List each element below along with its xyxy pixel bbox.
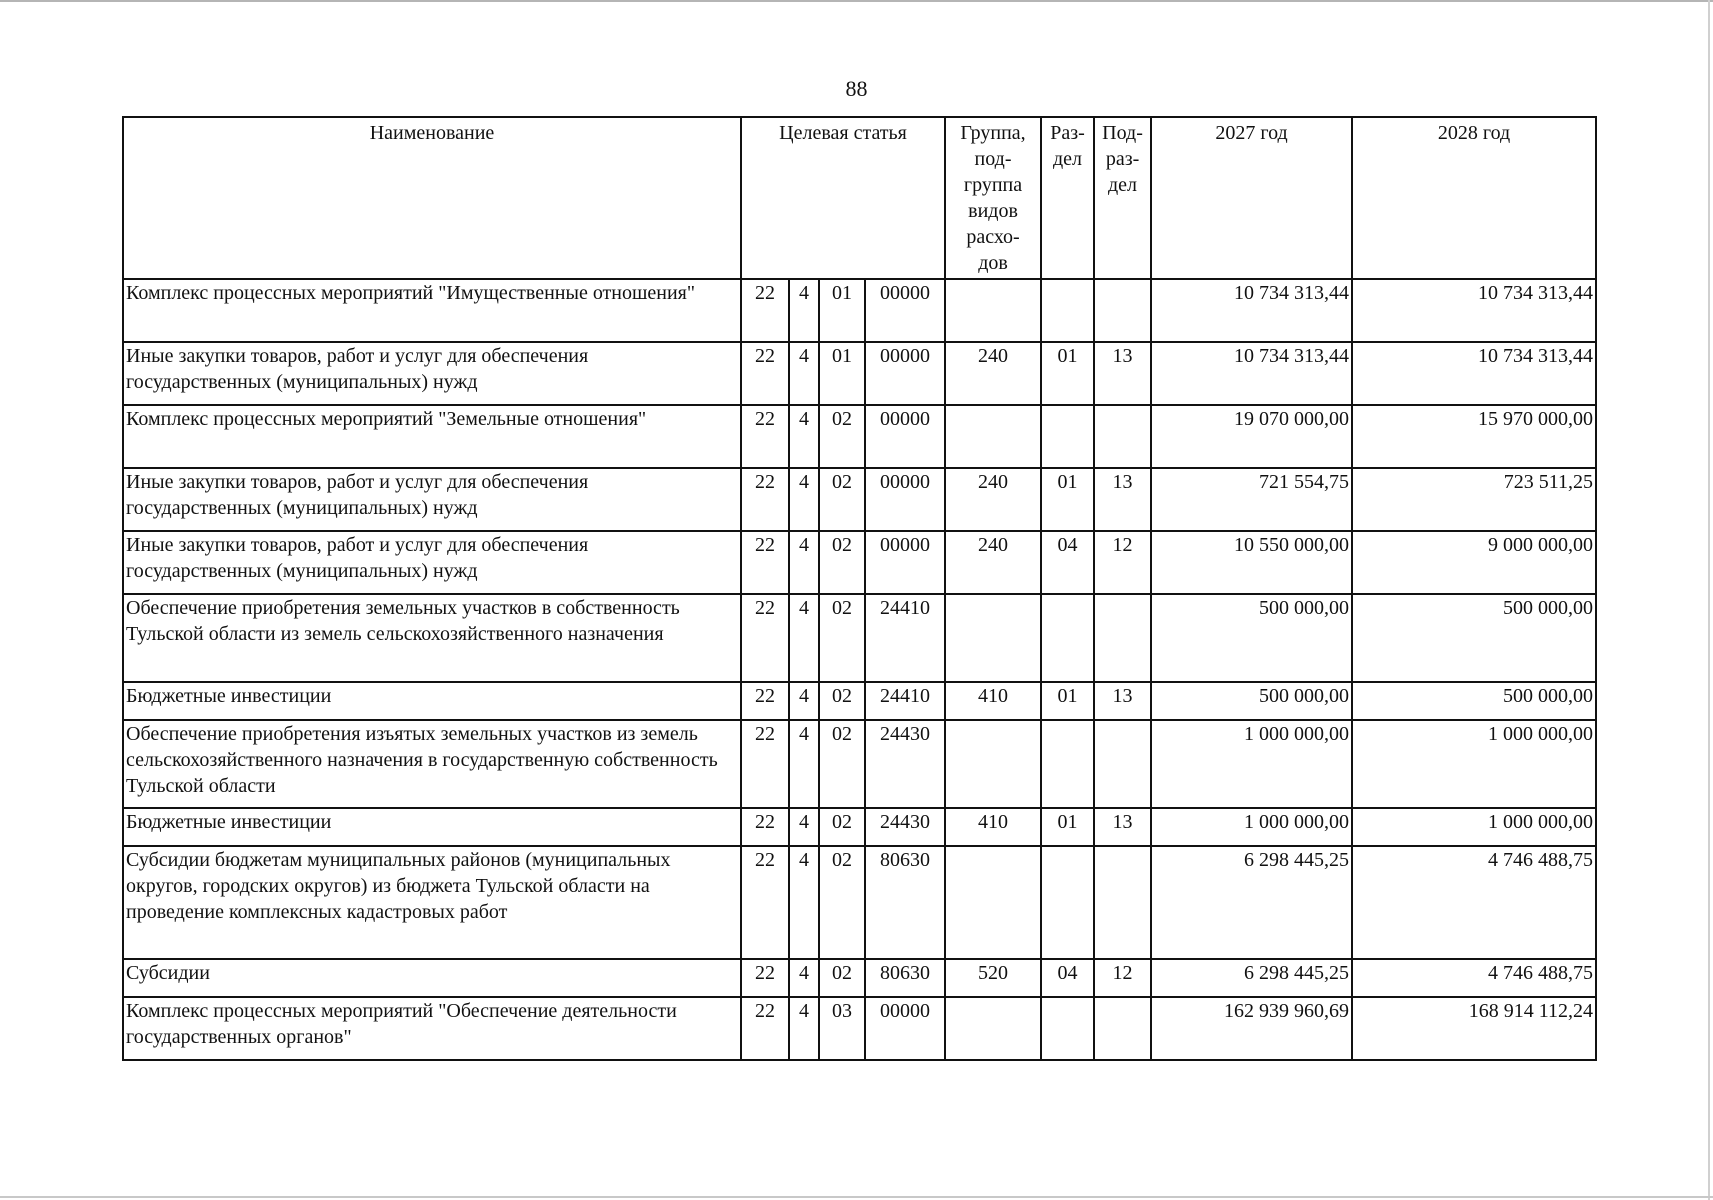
amount-2027: 19 070 000,00 (1151, 405, 1352, 468)
target-element: 02 (819, 720, 865, 808)
target-element: 02 (819, 594, 865, 682)
target-element: 01 (819, 342, 865, 405)
amount-2028: 9 000 000,00 (1352, 531, 1596, 594)
target-program: 22 (741, 279, 789, 342)
target-program: 22 (741, 468, 789, 531)
header-expense-group: Группа, под- группа видов расхо- дов (945, 117, 1041, 279)
amount-2027: 1 000 000,00 (1151, 720, 1352, 808)
section (1041, 846, 1094, 959)
table-row (123, 342, 1596, 405)
target-direction: 00000 (865, 997, 945, 1060)
subsection: 13 (1094, 342, 1151, 405)
table-row (123, 594, 1596, 682)
target-direction: 24410 (865, 682, 945, 720)
expense-group: 410 (945, 808, 1041, 846)
amount-2028: 10 734 313,44 (1352, 342, 1596, 405)
section (1041, 997, 1094, 1060)
amount-2028: 1 000 000,00 (1352, 808, 1596, 846)
header-target-article: Целевая статья (741, 117, 945, 279)
section (1041, 720, 1094, 808)
subsection (1094, 846, 1151, 959)
row-name: Бюджетные инвестиции (123, 808, 741, 846)
target-element: 01 (819, 279, 865, 342)
target-element: 02 (819, 682, 865, 720)
page-number: 88 (845, 76, 868, 101)
target-type: 4 (789, 468, 819, 531)
table-row (123, 808, 1596, 846)
section: 01 (1041, 342, 1094, 405)
row-name: Комплекс процессных мероприятий "Обеспечение деятельности государственных органов" (123, 997, 741, 1060)
amount-2028: 500 000,00 (1352, 682, 1596, 720)
target-type: 4 (789, 342, 819, 405)
target-direction: 80630 (865, 959, 945, 997)
subsection: 13 (1094, 468, 1151, 531)
table-row (123, 720, 1596, 808)
amount-2027: 10 550 000,00 (1151, 531, 1352, 594)
target-program: 22 (741, 405, 789, 468)
target-direction: 00000 (865, 279, 945, 342)
scan-edge-bottom (0, 1196, 1713, 1198)
target-program: 22 (741, 720, 789, 808)
target-type: 4 (789, 594, 819, 682)
amount-2028: 1 000 000,00 (1352, 720, 1596, 808)
table-row (123, 531, 1596, 594)
row-name: Субсидии бюджетам муниципальных районов (муниципальных округов, городских округов) из бюджета Тульской области на проведение комплексных кадастровых работ (123, 846, 741, 959)
target-element: 02 (819, 468, 865, 531)
subsection (1094, 720, 1151, 808)
table-row (123, 468, 1596, 531)
subsection (1094, 594, 1151, 682)
target-direction: 00000 (865, 405, 945, 468)
target-direction: 24430 (865, 720, 945, 808)
amount-2028: 15 970 000,00 (1352, 405, 1596, 468)
section (1041, 279, 1094, 342)
table-header-row (123, 117, 1596, 279)
target-program: 22 (741, 682, 789, 720)
subsection (1094, 997, 1151, 1060)
subsection: 13 (1094, 808, 1151, 846)
target-program: 22 (741, 808, 789, 846)
header-subsection: Под- раз- дел (1094, 117, 1151, 279)
header-section: Раз- дел (1041, 117, 1094, 279)
section (1041, 405, 1094, 468)
amount-2027: 721 554,75 (1151, 468, 1352, 531)
expense-group: 520 (945, 959, 1041, 997)
expense-group: 240 (945, 531, 1041, 594)
amount-2027: 500 000,00 (1151, 594, 1352, 682)
subsection (1094, 405, 1151, 468)
section: 01 (1041, 808, 1094, 846)
target-direction: 00000 (865, 468, 945, 531)
target-type: 4 (789, 405, 819, 468)
row-name: Комплекс процессных мероприятий "Имущественные отношения" (123, 279, 741, 342)
budget-table (122, 116, 1597, 1061)
row-name: Обеспечение приобретения земельных участков в собственность Тульской области из земель сельскохозяйственного назначения (123, 594, 741, 682)
header-year-2027: 2027 год (1151, 117, 1352, 279)
table-row (123, 405, 1596, 468)
target-program: 22 (741, 342, 789, 405)
expense-group (945, 846, 1041, 959)
amount-2027: 10 734 313,44 (1151, 342, 1352, 405)
amount-2027: 6 298 445,25 (1151, 959, 1352, 997)
amount-2027: 1 000 000,00 (1151, 808, 1352, 846)
subsection: 13 (1094, 682, 1151, 720)
target-type: 4 (789, 808, 819, 846)
row-name: Субсидии (123, 959, 741, 997)
target-element: 03 (819, 997, 865, 1060)
expense-group (945, 997, 1041, 1060)
expense-group (945, 594, 1041, 682)
header-name: Наименование (123, 117, 741, 279)
table-row (123, 997, 1596, 1060)
target-direction: 00000 (865, 342, 945, 405)
subsection (1094, 279, 1151, 342)
target-element: 02 (819, 405, 865, 468)
subsection: 12 (1094, 959, 1151, 997)
section (1041, 594, 1094, 682)
target-program: 22 (741, 846, 789, 959)
expense-group (945, 279, 1041, 342)
table-row (123, 959, 1596, 997)
amount-2028: 500 000,00 (1352, 594, 1596, 682)
target-type: 4 (789, 682, 819, 720)
amount-2028: 4 746 488,75 (1352, 846, 1596, 959)
section: 04 (1041, 959, 1094, 997)
row-name: Иные закупки товаров, работ и услуг для обеспечения государственных (муниципальных) нужд (123, 531, 741, 594)
target-program: 22 (741, 959, 789, 997)
section: 01 (1041, 682, 1094, 720)
subsection: 12 (1094, 531, 1151, 594)
row-name: Комплекс процессных мероприятий "Земельные отношения" (123, 405, 741, 468)
amount-2028: 168 914 112,24 (1352, 997, 1596, 1060)
target-type: 4 (789, 846, 819, 959)
amount-2027: 500 000,00 (1151, 682, 1352, 720)
target-type: 4 (789, 720, 819, 808)
target-type: 4 (789, 531, 819, 594)
amount-2028: 10 734 313,44 (1352, 279, 1596, 342)
row-name: Бюджетные инвестиции (123, 682, 741, 720)
amount-2027: 10 734 313,44 (1151, 279, 1352, 342)
target-element: 02 (819, 808, 865, 846)
expense-group (945, 405, 1041, 468)
target-element: 02 (819, 531, 865, 594)
row-name: Иные закупки товаров, работ и услуг для обеспечения государственных (муниципальных) нужд (123, 342, 741, 405)
target-element: 02 (819, 846, 865, 959)
target-type: 4 (789, 997, 819, 1060)
target-program: 22 (741, 531, 789, 594)
target-direction: 24410 (865, 594, 945, 682)
scan-edge-right (1708, 0, 1710, 1200)
target-type: 4 (789, 959, 819, 997)
expense-group (945, 720, 1041, 808)
target-direction: 80630 (865, 846, 945, 959)
section: 01 (1041, 468, 1094, 531)
scan-edge-top (0, 0, 1713, 2)
target-type: 4 (789, 279, 819, 342)
expense-group: 240 (945, 468, 1041, 531)
target-direction: 24430 (865, 808, 945, 846)
amount-2027: 6 298 445,25 (1151, 846, 1352, 959)
target-program: 22 (741, 997, 789, 1060)
row-name: Иные закупки товаров, работ и услуг для обеспечения государственных (муниципальных) нужд (123, 468, 741, 531)
expense-group: 410 (945, 682, 1041, 720)
table-row (123, 846, 1596, 959)
target-program: 22 (741, 594, 789, 682)
section: 04 (1041, 531, 1094, 594)
target-direction: 00000 (865, 531, 945, 594)
amount-2028: 4 746 488,75 (1352, 959, 1596, 997)
table-row (123, 279, 1596, 342)
table-row (123, 682, 1596, 720)
amount-2028: 723 511,25 (1352, 468, 1596, 531)
header-year-2028: 2028 год (1352, 117, 1596, 279)
row-name: Обеспечение приобретения изъятых земельных участков из земель сельскохозяйственного назначения в государственную собственность Тульской области (123, 720, 741, 808)
amount-2027: 162 939 960,69 (1151, 997, 1352, 1060)
target-element: 02 (819, 959, 865, 997)
expense-group: 240 (945, 342, 1041, 405)
